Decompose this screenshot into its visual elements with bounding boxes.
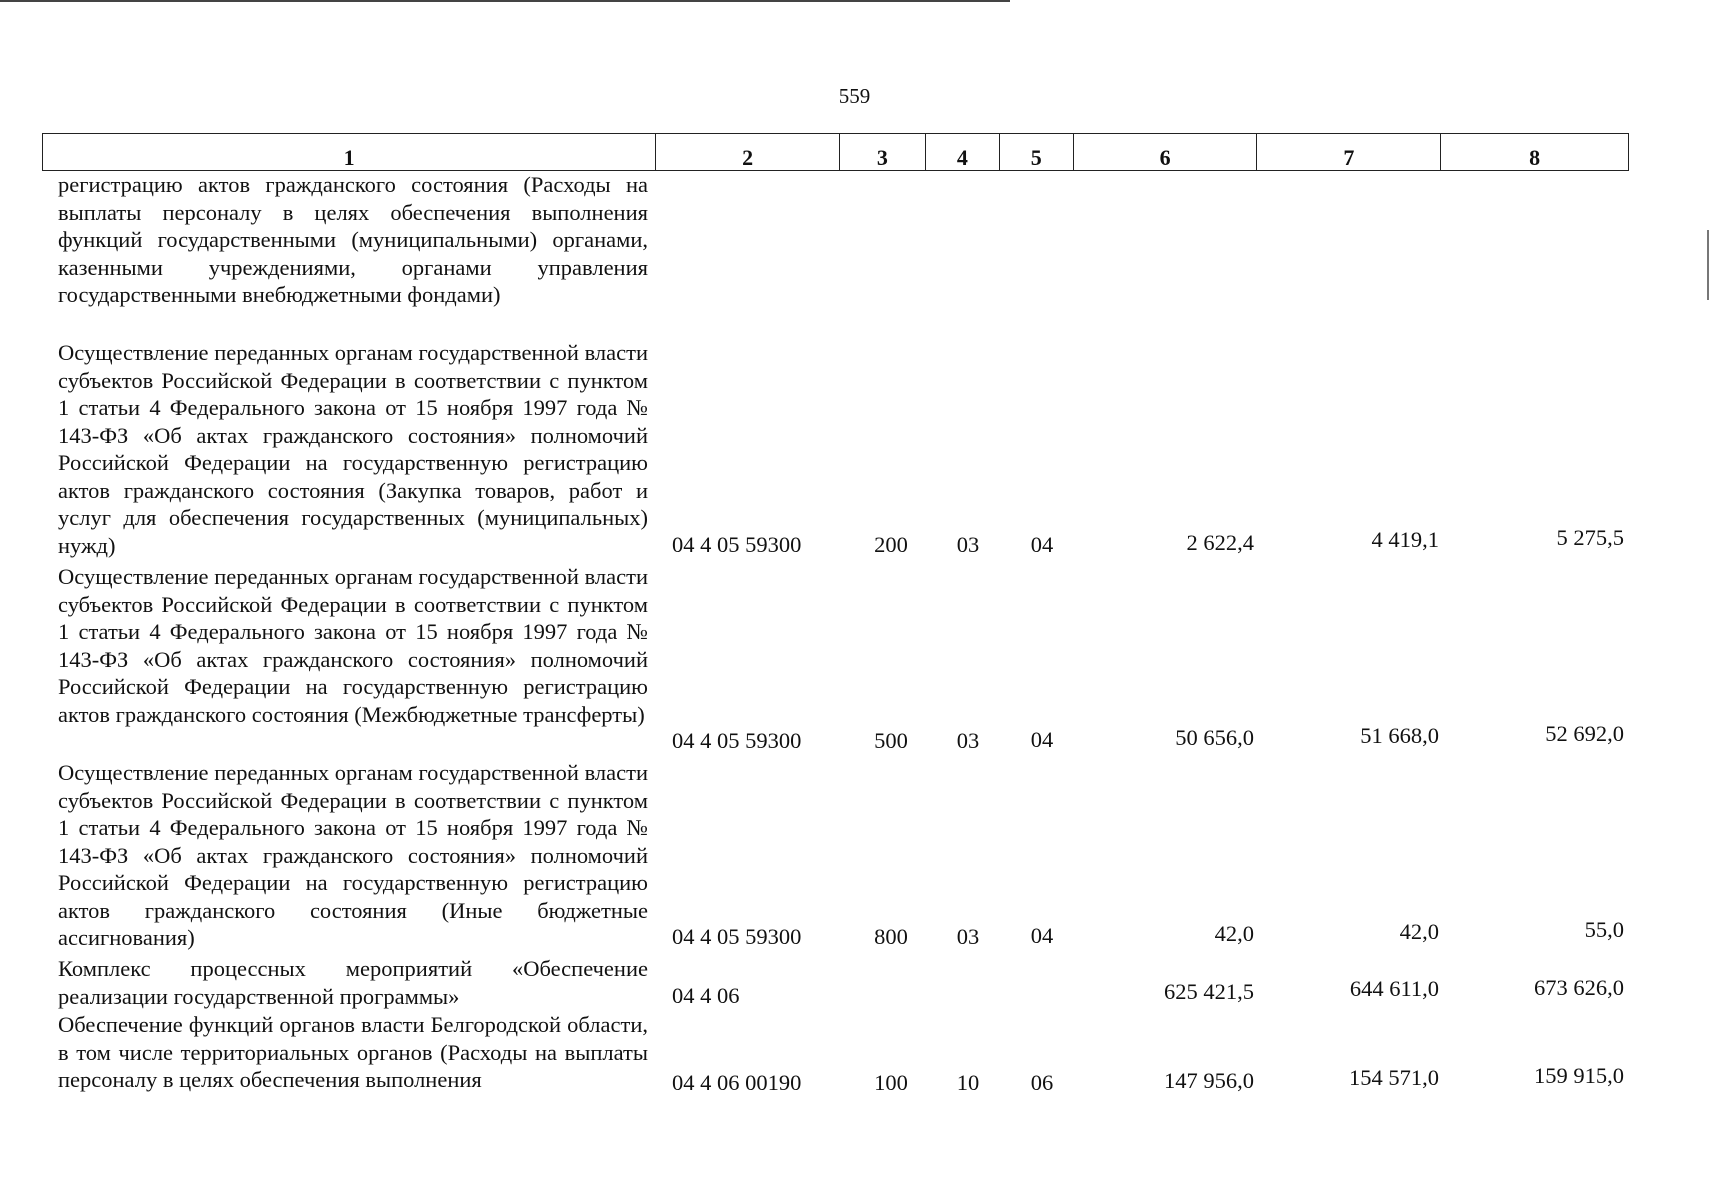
row-description: Обеспечение функций органов власти Белгородской области, в том числе территориальных органов (Расходы на выплаты персоналу в целях обеспечения выполнения xyxy=(58,1012,648,1092)
row-description: регистрацию актов гражданского состояния (Расходы на выплаты персоналу в целях обеспечения выполнения функций государственными (муниципальными) органами, казенными учреждениями, органами управления государственными внебюджетными фондами) xyxy=(58,172,648,307)
header-col-1: 1 xyxy=(43,134,656,170)
row-subsection: 04 xyxy=(1030,532,1054,557)
row-value-col7: 42,0 xyxy=(1399,919,1439,944)
header-col-5: 5 xyxy=(1000,134,1074,170)
row-target-code: 04 4 06 00190 xyxy=(672,1070,802,1095)
row-subsection: 06 xyxy=(1030,1070,1054,1095)
row-target-code: 04 4 05 59300 xyxy=(672,924,802,949)
row-description: Осуществление переданных органам государственной власти субъектов Российской Федерации в соответствии с пунктом 1 статьи 4 Федерального закона от 15 ноября 1997 года № 143-ФЗ «Об актах гражданского состояния» полномочий Российской Федерации на государственную регистрацию актов гражданского состояния (Межбюджетные трансферты) xyxy=(58,564,648,727)
header-col-7: 7 xyxy=(1257,134,1441,170)
row-value-col6: 50 656,0 xyxy=(1175,725,1254,750)
row-expense-type: 100 xyxy=(874,1070,908,1095)
row-expense-type: 500 xyxy=(874,728,908,753)
header-col-4: 4 xyxy=(926,134,1000,170)
row-description: Осуществление переданных органам государственной власти субъектов Российской Федерации в соответствии с пунктом 1 статьи 4 Федерального закона от 15 ноября 1997 года № 143-ФЗ «Об актах гражданского состояния» полномочий Российской Федерации на государственную регистрацию актов гражданского состояния (Иные бюджетные ассигнования) xyxy=(58,760,648,950)
row-value-col8: 5 275,5 xyxy=(1556,525,1624,550)
header-col-6: 6 xyxy=(1074,134,1258,170)
row-value-col7: 51 668,0 xyxy=(1360,723,1439,748)
row-value-col8: 673 626,0 xyxy=(1534,975,1624,1000)
row-subsection: 04 xyxy=(1030,923,1054,948)
row-value-col6: 625 421,5 xyxy=(1164,979,1254,1004)
row-expense-type: 800 xyxy=(874,924,908,949)
row-value-col6: 2 622,4 xyxy=(1186,530,1254,555)
header-col-3: 3 xyxy=(840,134,926,170)
row-section: 03 xyxy=(956,532,980,557)
row-description: Осуществление переданных органам государственной власти субъектов Российской Федерации в соответствии с пунктом 1 статьи 4 Федерального закона от 15 ноября 1997 года № 143-ФЗ «Об актах гражданского состояния» полномочий Российской Федерации на государственную регистрацию актов гражданского состояния (Закупка товаров, работ и услуг для обеспечения государственных (муниципальных) нужд) xyxy=(58,340,648,558)
row-value-col8: 159 915,0 xyxy=(1534,1063,1624,1088)
row-subsection: 04 xyxy=(1030,727,1054,752)
row-value-col8: 52 692,0 xyxy=(1545,721,1624,746)
row-description: Комплекс процессных мероприятий «Обеспечение реализации государственной программы» xyxy=(58,956,648,1009)
row-value-col6: 147 956,0 xyxy=(1164,1068,1254,1093)
row-target-code: 04 4 06 xyxy=(672,983,740,1008)
row-value-col6: 42,0 xyxy=(1214,921,1254,946)
row-section: 10 xyxy=(956,1070,980,1095)
row-section: 03 xyxy=(956,924,980,949)
row-value-col7: 4 419,1 xyxy=(1371,527,1439,552)
row-value-col7: 154 571,0 xyxy=(1349,1065,1439,1090)
header-col-8: 8 xyxy=(1529,145,1541,170)
row-value-col8: 55,0 xyxy=(1584,917,1624,942)
row-value-col7: 644 611,0 xyxy=(1349,976,1439,1001)
row-expense-type: 200 xyxy=(874,532,908,557)
row-target-code: 04 4 05 59300 xyxy=(672,532,802,557)
row-section: 03 xyxy=(956,728,980,753)
row-target-code: 04 4 05 59300 xyxy=(672,728,802,753)
page-number: 559 xyxy=(838,84,871,108)
header-col-2: 2 xyxy=(656,134,840,170)
